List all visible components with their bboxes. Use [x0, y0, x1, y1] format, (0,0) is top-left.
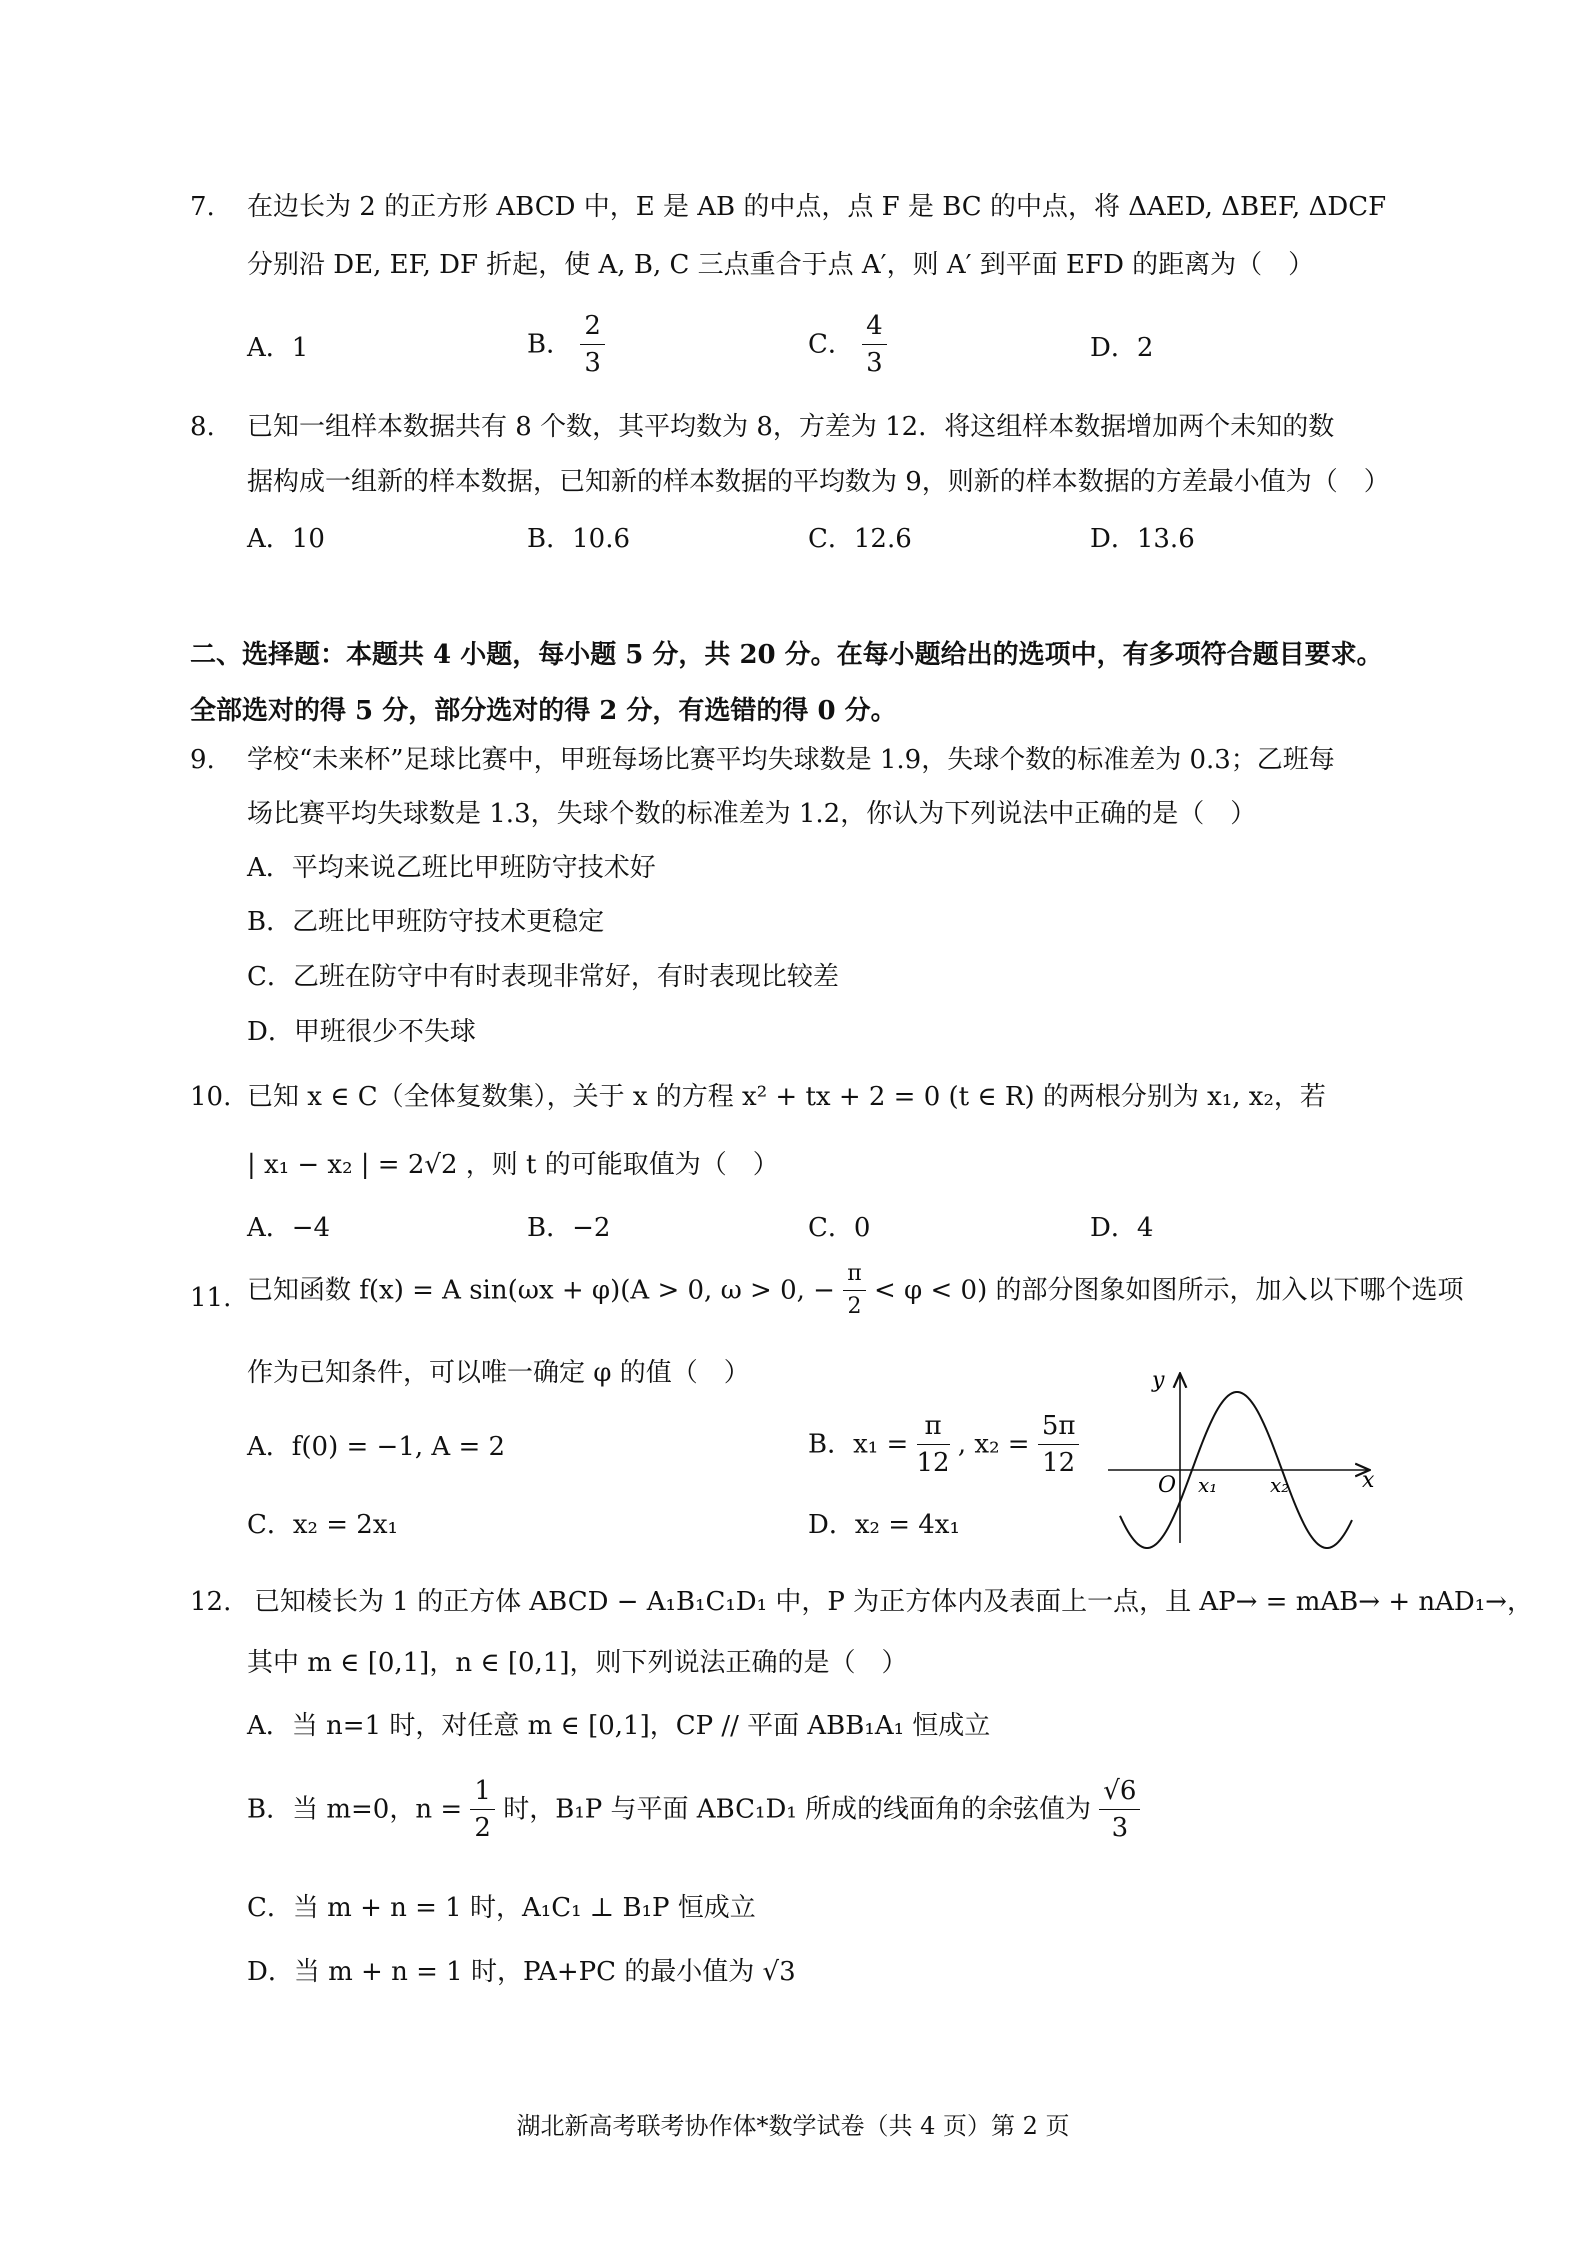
q11-stem-frac-den: 2 [847, 1294, 862, 1319]
q9-stem-line2: 场比赛平均失球数是 1.3，失球个数的标准差为 1.2，你认为下列说法中正确的是（ ） [247, 799, 1257, 829]
graph-label-y: y [1152, 1368, 1165, 1393]
q12-option-a: A．当 n=1 时，对任意 m ∈ [0,1]，CP // 平面 ABB₁A₁ 恒成立 [247, 1711, 991, 1741]
q7-option-c-fraction [862, 310, 887, 379]
q11-option-b [808, 1410, 1079, 1479]
q7-option-c-num: 4 [862, 310, 887, 345]
graph-label-x1: x₁ [1198, 1473, 1218, 1497]
q11-option-b-fraction-2 [1038, 1410, 1080, 1479]
q11-option-b-num2: 5π [1038, 1410, 1080, 1445]
q7-option-b [527, 310, 605, 379]
q7-number: 7. [190, 192, 215, 222]
q7-option-c-den: 3 [866, 348, 883, 378]
q7-option-c-label: C． [808, 329, 854, 360]
q12-option-b-den2: 3 [1111, 1813, 1129, 1843]
q7-option-b-fraction [580, 310, 605, 379]
graph-label-x: x [1362, 1468, 1375, 1493]
q7-option-b-label: B． [527, 329, 573, 360]
q12-option-d: D．当 m + n = 1 时，PA+PC 的最小值为 √3 [247, 1957, 796, 1987]
q8-option-b: B．10.6 [527, 524, 630, 554]
q11-option-b-fraction-1 [917, 1410, 950, 1479]
q12-stem-line2: 其中 m ∈ [0,1]，n ∈ [0,1]，则下列说法正确的是（ ） [247, 1648, 908, 1678]
q7-option-c [808, 310, 887, 379]
q7-option-d: D．2 [1090, 333, 1154, 363]
q12-option-b-num2: √6 [1099, 1775, 1140, 1810]
q7-option-a: A．1 [247, 333, 309, 363]
q8-option-a: A．10 [247, 524, 325, 554]
q11-stem-line1 [247, 1260, 1463, 1321]
q12-option-b [247, 1775, 1140, 1844]
q10-option-b: B．−2 [527, 1213, 611, 1243]
q12-option-b-fraction-2 [1099, 1775, 1140, 1844]
section-2-heading-line2: 全部选对的得 5 分，部分选对的得 2 分，有选错的得 0 分。 [190, 696, 897, 726]
q7-option-b-num: 2 [580, 310, 605, 345]
q11-stem-line2: 作为已知条件，可以唯一确定 φ 的值（ ） [247, 1358, 750, 1388]
q11-option-b-pre: B．x₁ = [808, 1429, 909, 1460]
q8-option-d: D．13.6 [1090, 524, 1195, 554]
q10-stem-line2: | x₁ − x₂ | = 2√2 ，则 t 的可能取值为（ ） [247, 1150, 779, 1180]
q10-option-c: C．0 [808, 1213, 871, 1243]
q11-number: 11. [190, 1283, 232, 1313]
q7-stem-line2: 分别沿 DE, EF, DF 折起，使 A, B, C 三点重合于点 A′，则 A′ 到平面 EFD 的距离为（ ） [247, 250, 1315, 280]
q11-option-b-mid: , x₂ = [957, 1429, 1030, 1460]
q10-option-a: A．−4 [247, 1213, 331, 1243]
graph-label-origin: O [1158, 1473, 1177, 1498]
section-2-heading-line1: 二、选择题：本题共 4 小题，每小题 5 分，共 20 分。在每小题给出的选项中，有多项符合题目要求。 [190, 640, 1383, 670]
q12-option-b-mid: 时，B₁P 与平面 ABC₁D₁ 所成的线面角的余弦值为 [503, 1794, 1092, 1825]
q11-option-b-den1: 12 [916, 1448, 950, 1478]
q11-option-d: D．x₂ = 4x₁ [808, 1510, 960, 1540]
q8-number: 8. [190, 412, 215, 442]
q12-option-b-num1: 1 [470, 1775, 495, 1810]
q9-option-c: C．乙班在防守中有时表现非常好，有时表现比较差 [247, 962, 839, 992]
q11-sine-graph [1100, 1365, 1380, 1550]
q9-option-d: D．甲班很少不失球 [247, 1017, 476, 1047]
q12-option-b-fraction-1 [470, 1775, 495, 1844]
q11-stem-frac-num: π [843, 1260, 865, 1291]
q11-stem-line1-pre: 已知函数 f(x) = A sin(ωx + φ)(A > 0, ω > 0, − [247, 1275, 835, 1306]
q11-stem-line1-post: < φ < 0) 的部分图象如图所示，加入以下哪个选项 [873, 1275, 1464, 1306]
q12-option-c: C．当 m + n = 1 时，A₁C₁ ⊥ B₁P 恒成立 [247, 1893, 756, 1923]
q11-option-a: A．f(0) = −1, A = 2 [247, 1432, 506, 1462]
q12-number: 12. [190, 1587, 232, 1617]
q10-number: 10. [190, 1082, 232, 1112]
q8-stem-line2: 据构成一组新的样本数据，已知新的样本数据的平均数为 9，则新的样本数据的方差最小值为（ ） [247, 467, 1390, 497]
q10-option-d: D．4 [1090, 1213, 1154, 1243]
q11-option-b-num1: π [917, 1410, 950, 1445]
graph-label-x2: x₂ [1270, 1473, 1290, 1497]
page-footer: 湖北新高考联考协作体*数学试卷（共 4 页）第 2 页 [516, 2112, 1070, 2140]
q7-option-b-den: 3 [584, 348, 601, 378]
q10-stem-line1: 已知 x ∈ C（全体复数集），关于 x 的方程 x² + tx + 2 = 0 (t ∈ R) 的两根分别为 x₁, x₂，若 [247, 1082, 1326, 1112]
q7-stem-line1: 在边长为 2 的正方形 ABCD 中，E 是 AB 的中点，点 F 是 BC 的中点，将 ΔAED, ΔBEF, ΔDCF [247, 192, 1387, 222]
q8-stem-line1: 已知一组样本数据共有 8 个数，其平均数为 8，方差为 12．将这组样本数据增加两个未知的数 [247, 412, 1335, 442]
q12-option-b-den1: 2 [474, 1813, 491, 1843]
q9-option-a: A．平均来说乙班比甲班防守技术好 [247, 853, 656, 883]
q9-stem-line1: 学校“未来杯”足球比赛中，甲班每场比赛平均失球数是 1.9，失球个数的标准差为 0.3；乙班每 [247, 745, 1335, 775]
q12-option-b-pre: B．当 m=0，n = [247, 1794, 463, 1825]
q8-option-c: C．12.6 [808, 524, 912, 554]
q11-stem-fraction [843, 1260, 865, 1321]
q12-stem-line1: 已知棱长为 1 的正方体 ABCD − A₁B₁C₁D₁ 中，P 为正方体内及表面上一点，且 AP→ = mAB→ + nAD₁→， [254, 1587, 1533, 1617]
q11-option-b-den2: 12 [1042, 1448, 1076, 1478]
q9-option-b: B．乙班比甲班防守技术更稳定 [247, 907, 605, 937]
q11-option-c: C．x₂ = 2x₁ [247, 1510, 398, 1540]
q9-number: 9. [190, 745, 215, 775]
